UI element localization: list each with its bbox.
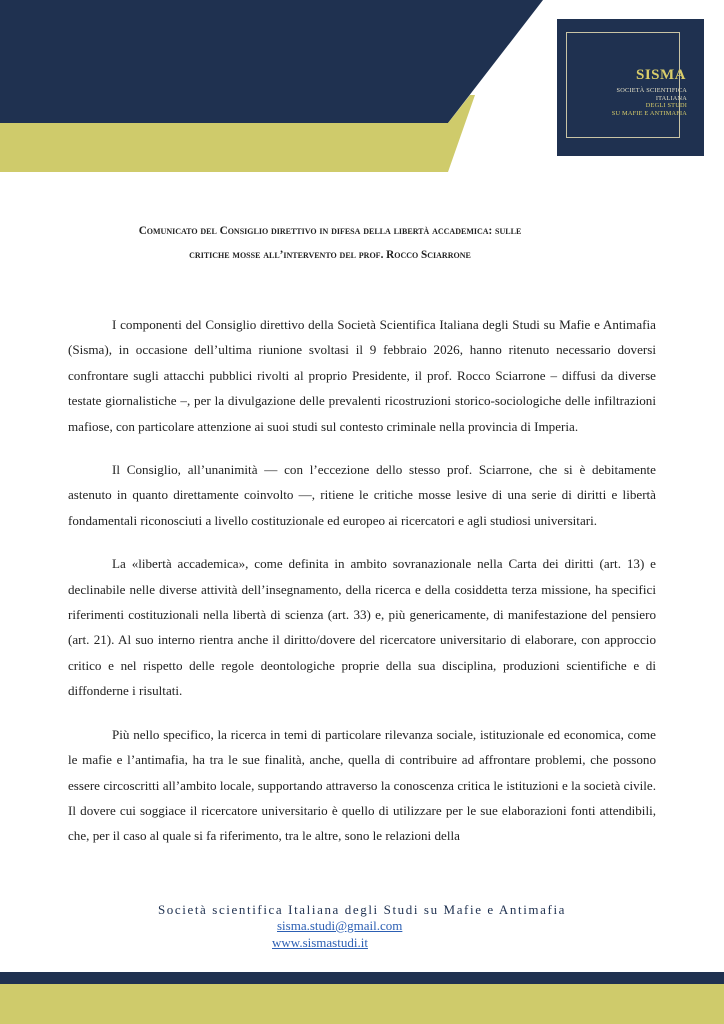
logo-subtitle bbox=[581, 87, 705, 117]
logo-frame bbox=[566, 32, 680, 138]
footer-email-link[interactable]: sisma.studi@gmail.com bbox=[277, 918, 403, 933]
title-line-2: critiche mosse all’intervento del prof. Rocco Sciarrone bbox=[189, 249, 471, 261]
title-line-1: Comunicato del Consiglio direttivo in difesa della libertà accademica: sulle bbox=[138, 225, 522, 237]
footer-website-link[interactable]: www.sismastudi.it bbox=[272, 935, 368, 950]
paragraph: I componenti del Consiglio direttivo della Società Scientifica Italiana degli Studi su Mafie e Antimafia (Sisma), in occasione dell’ultima riunione svoltasi il 9 febbraio 2026, hanno ritenuto necessario doversi confrontare sugli attacchi pubblici rivolti al proprio Presidente, il prof. Rocco Sciarrone – diffusi da diverse testate giornalistiche –, per la divulgazione delle prevalenti ricostruzioni storico-sociologiche delle infiltrazioni mafiose, con particolare attenzione ai suoi studi sul contesto criminale nella provincia di Imperia. bbox=[68, 317, 656, 434]
logo-line: ITALIANA bbox=[655, 94, 687, 102]
logo-line: DEGLI STUDI bbox=[645, 102, 687, 109]
document-title bbox=[90, 219, 570, 267]
paragraph: Più nello specifico, la ricerca in temi di particolare rilevanza sociale, istituzionale ed economica, come le mafie e l’antimafia, ha tra le sue finalità, anche, quella di contribuire ad affrontare problemi, che possono essere circoscritti all’ambito locale, supportando attraverso la conoscenza critica le istituzioni e la società civile. Il dovere cui soggiace il ricercatore universitario è quello di utilizzare per le sue elaborazioni fonti attendibili, che, per il caso al quale si fa riferimento, tra le altre, sono le relazioni della bbox=[68, 726, 656, 844]
logo-line: SOCIETÀ SCIENTIFICA bbox=[616, 87, 687, 94]
paragraph: Il Consiglio, all’unanimità — con l’eccezione dello stesso prof. Sciarrone, che si è debitamente astenuto in quanto direttamente coinvolto —, ritiene le critiche mosse lesive di una serie di diritti e libertà fondamentali riconosciuti a livello costituzionale ed europeo ai ricercatori e agli studiosi universitari. bbox=[68, 462, 656, 528]
logo-line: SU MAFIE E ANTIMAFIA bbox=[611, 109, 687, 117]
sisma-logo bbox=[557, 19, 704, 156]
footer-society-name: Società scientifica Italiana degli Studi su Mafie e Antimafia bbox=[157, 902, 567, 917]
footer-navy-band bbox=[0, 972, 724, 984]
footer-olive-band bbox=[0, 984, 724, 1024]
footer-decoration bbox=[0, 968, 724, 1024]
paragraph: La «libertà accademica», come definita in ambito sovranazionale nella Carta dei diritti (art. 13) e declinabile nelle diverse attività dell’insegnamento, della ricerca e della cosiddetta terza missione, ha specifici riferimenti costituzionali nella libertà di scienza (art. 33) e, più genericamente, di manifestazione del pensiero (art. 21). Al suo interno rientra anche il diritto/dovere del ricercatore universitario di elaborare, con approccio critico e nel rispetto delle regole deontologiche proprie della sua disciplina, produzioni scientifiche e di diffonderne i risultati. bbox=[68, 556, 656, 699]
document-body bbox=[68, 312, 656, 867]
logo-acronym: SISMA bbox=[635, 67, 686, 83]
navy-band bbox=[0, 0, 543, 123]
